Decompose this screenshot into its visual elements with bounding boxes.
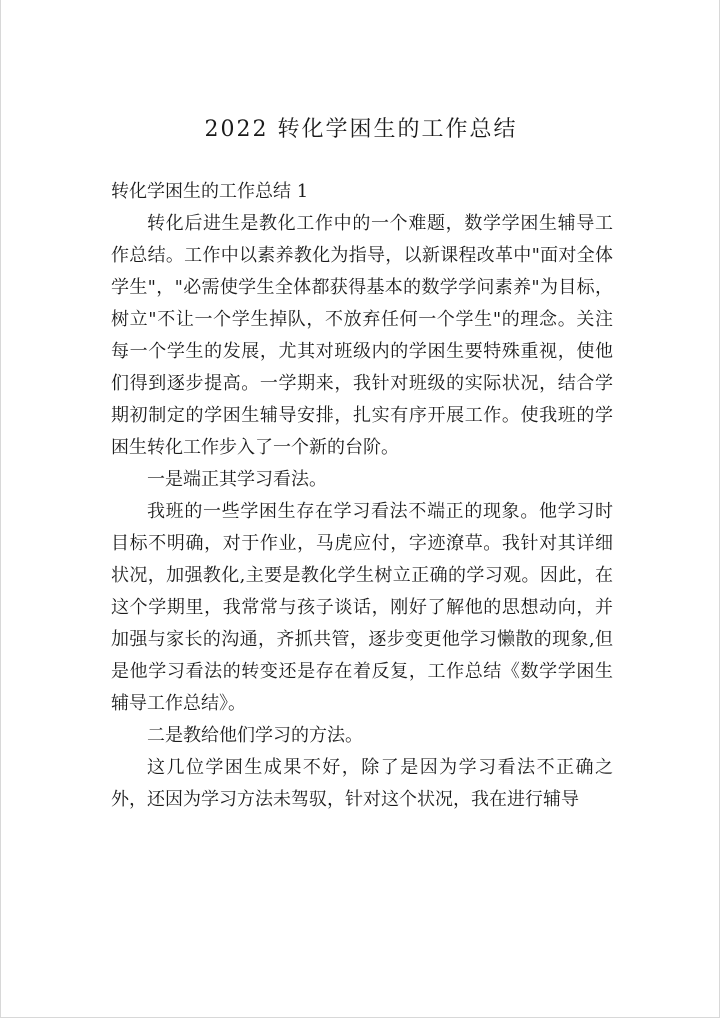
paragraph-intro: 转化后进生是教化工作中的一个难题，数学学困生辅导工作总结。工作中以素养教化为指导，以新课程改革中"面对全体学生"，"必需使学生全体都获得基本的数学学问素养"为目标，树立"不让一个学生掉队，不放弃任何一个学生"的理念。关注每一个学生的发展，尤其对班级内的学困生要特殊重视，使他们得到逐步提高。一学期来，我针对班级的实际状况，结合学期初制定的学困生辅导安排，扎实有序开展工作。使我班的学困生转化工作步入了一个新的台阶。 xyxy=(111,213,613,458)
document-body xyxy=(111,176,613,816)
paragraph-point-two: 二是教给他们学习的方法。 xyxy=(147,725,363,746)
paragraph-point-one: 一是端正其学习看法。 xyxy=(147,469,327,490)
document-title: 2022 转化学困生的工作总结 xyxy=(204,117,518,142)
section-heading: 转化学困生的工作总结 1 xyxy=(111,181,309,202)
paragraph-attitude: 我班的一些学困生存在学习看法不端正的现象。他学习时目标不明确，对于作业，马虎应付，字迹潦草。我针对其详细状况，加强教化,主要是教化学生树立正确的学习观。因此，在这个学期里，我常常与孩子谈话，刚好了解他的思想动向，并加强与家长的沟通，齐抓共管，逐步变更他学习懒散的现象,但是他学习看法的转变还是存在着反复，工作总结《数学学困生辅导工作总结》。 xyxy=(111,501,613,714)
paragraph-method: 这几位学困生成果不好，除了是因为学习看法不正确之外，还因为学习方法未驾驭，针对这个状况，我在进行辅导 xyxy=(111,757,613,810)
